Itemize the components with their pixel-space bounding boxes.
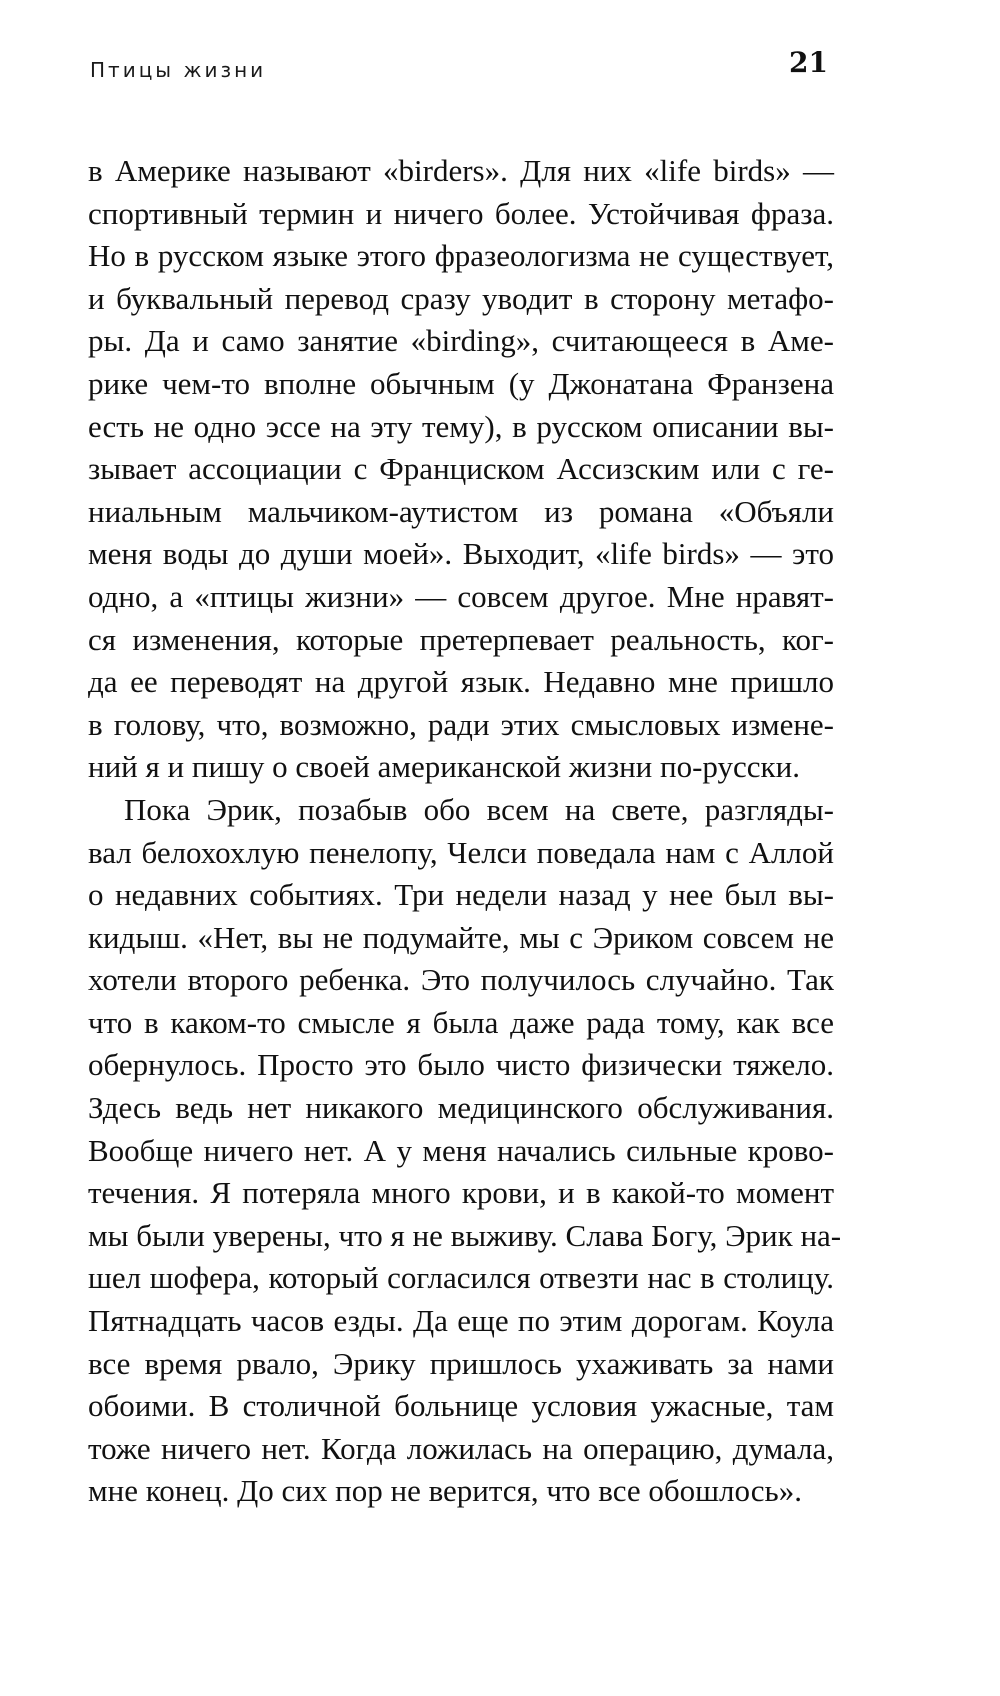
text-line: спортивный термин и ничего более. Устойчивая фраза.: [88, 195, 834, 231]
text-line: мне конец. До сих пор не верится, что все обошлось».: [88, 1473, 802, 1509]
text-line: рике чем-то вполне обычным (у Джонатана Франзена: [88, 365, 834, 401]
text-line: в Америке называют «birders». Для них «life birds» —: [88, 153, 834, 188]
text-line: ры. Да и само занятие «birding», считающееся в Аме-: [88, 323, 834, 359]
text-line: тоже ничего нет. Когда ложилась на операцию, думала,: [88, 1430, 834, 1466]
text-line: кидыш. «Нет, вы не подумайте, мы с Эриком совсем не: [88, 919, 834, 955]
text-line: обоими. В столичной больнице условия ужасные, там: [88, 1388, 834, 1424]
text-line: о недавних событиях. Три недели назад у нее был вы-: [88, 877, 834, 913]
running-title: Птицы жизни: [90, 58, 267, 82]
text-line: Пятнадцать часов езды. Да еще по этим дорогам. Коула: [88, 1303, 834, 1339]
text-line: шел шофера, который согласился отвезти нас в столицу.: [88, 1260, 834, 1296]
text-line: мы были уверены, что я не выживу. Слава Богу, Эрик на-: [88, 1217, 842, 1253]
text-line: есть не одно эссе на эту тему), в русском описании вы-: [88, 408, 834, 444]
text-line: зывает ассоциации с Франциском Ассизским или с ге-: [88, 451, 834, 487]
text-line: Но в русском языке этого фразеологизма не существует,: [88, 238, 834, 274]
paragraph: [88, 150, 834, 789]
text-line: Пока Эрик, позабыв обо всем на свете, разгляды-: [124, 791, 834, 827]
text-line: ся изменения, которые претерпевает реальность, ког-: [88, 621, 834, 657]
text-line: вал белохохлую пенелопу, Челси поведала нам с Аллой: [88, 834, 834, 870]
text-line: да ее переводят на другой язык. Недавно мне пришло: [88, 664, 834, 700]
paragraphs-container: [88, 150, 842, 1513]
text-line: хотели второго ребенка. Это получилось случайно. Так: [88, 962, 834, 998]
text-line: одно, а «птицы жизни» — совсем другое. Мне нравят-: [88, 578, 834, 614]
text-line: Вообще ничего нет. А у меня начались сильные крово-: [88, 1132, 834, 1168]
text-line: что в каком-то смысле я была даже рада тому, как все: [88, 1004, 834, 1040]
text-line: меня воды до души моей». Выходит, «life birds» — это: [88, 536, 834, 572]
text-line: Здесь ведь нет никакого медицинского обслуживания.: [88, 1090, 834, 1126]
text-line: в голову, что, возможно, ради этих смысловых измене-: [88, 706, 834, 742]
page-number: 21: [789, 46, 828, 79]
text-line: обернулось. Просто это было чисто физически тяжело.: [88, 1047, 834, 1083]
text-line: и буквальный перевод сразу уводит в сторону метафо-: [88, 280, 834, 316]
text-line: все время рвало, Эрику пришлось ухаживать за нами: [88, 1345, 834, 1381]
body-text: [88, 150, 842, 1513]
text-line: ний я и пишу о своей американской жизни по-русски.: [88, 749, 800, 785]
text-line: ниальным мальчиком-аутистом из романа «Объяли: [88, 493, 834, 529]
text-line: течения. Я потеряла много крови, и в какой-то момент: [88, 1175, 834, 1211]
paragraph: [88, 789, 842, 1513]
